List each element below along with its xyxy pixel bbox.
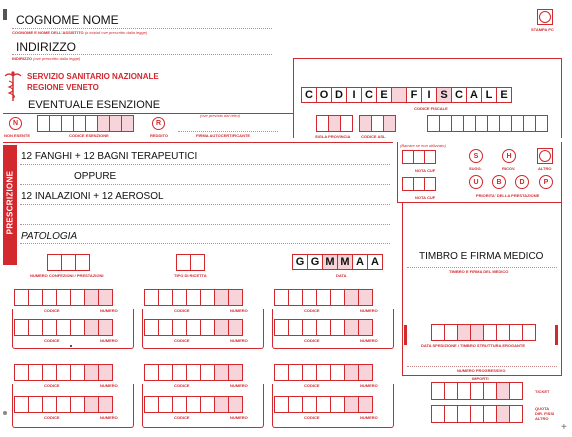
- codice-cell[interactable]: [274, 364, 289, 381]
- exemption-code-label: CODICE ESENZIONE: [69, 133, 109, 138]
- fiscal-frame-left: [293, 58, 294, 138]
- exemption-value: EVENTUALE ESENZIONE: [28, 99, 161, 111]
- progressive-label: NUMERO PROGRESSIVO: [457, 368, 506, 373]
- fiscal-cell[interactable]: E: [376, 87, 392, 103]
- codice-cell[interactable]: [70, 364, 85, 381]
- quota-cells[interactable]: [431, 405, 522, 423]
- province-cells[interactable]: [316, 115, 352, 132]
- dispense-cells[interactable]: [431, 324, 535, 341]
- prescription-line-3: 12 INALAZIONI + 12 AEROSOL: [21, 191, 164, 202]
- codice-cell[interactable]: [302, 289, 317, 306]
- fiscal-code-caption: CODICE FISCALE: [414, 106, 448, 111]
- codice-label: CODICE: [174, 338, 190, 343]
- codice-cell[interactable]: [186, 289, 201, 306]
- codice-cell[interactable]: [274, 289, 289, 306]
- codice-cell[interactable]: [42, 289, 57, 306]
- exemption-code-cells[interactable]: [37, 115, 133, 132]
- numero-label: NUMERO: [230, 308, 248, 313]
- codice-label: CODICE: [44, 308, 60, 313]
- signature-line: [178, 131, 278, 132]
- priority-d-checkbox[interactable]: D: [515, 175, 529, 189]
- patient-name-caption: COGNOME E NOME DELL'ASSISTITO (o iniziali ove prescritto dalla legge): [12, 30, 148, 35]
- caduceus-icon: [3, 70, 23, 102]
- codice-label: CODICE: [174, 415, 190, 420]
- codice-cell[interactable]: [56, 319, 71, 336]
- code-cells[interactable]: [144, 289, 242, 306]
- codice-cell[interactable]: [144, 319, 159, 336]
- exemption-row-line: [3, 113, 293, 114]
- ticket-cells[interactable]: [431, 382, 522, 400]
- ssn-title: SERVIZIO SANITARIO NAZIONALE: [27, 72, 159, 81]
- code-cells[interactable]: [14, 319, 112, 336]
- reddito-checkbox[interactable]: R: [152, 117, 165, 130]
- codice-cell[interactable]: [28, 319, 43, 336]
- codice-label: CODICE: [174, 383, 190, 388]
- priority-s-checkbox[interactable]: S: [469, 149, 483, 163]
- codice-cell[interactable]: [42, 364, 57, 381]
- prescription-top-line: [3, 142, 393, 143]
- asl-cells[interactable]: [359, 115, 395, 132]
- numero-cell[interactable]: [228, 396, 243, 413]
- date-cell[interactable]: G: [292, 254, 308, 270]
- numero-cell[interactable]: [358, 289, 373, 306]
- crosshair-icon: +: [561, 422, 567, 433]
- small-dot: [70, 345, 72, 347]
- codice-cell[interactable]: [288, 319, 303, 336]
- codice-cell[interactable]: [316, 289, 331, 306]
- numero-label: NUMERO: [230, 415, 248, 420]
- codice-label: CODICE: [304, 383, 320, 388]
- codice-cell[interactable]: [200, 364, 215, 381]
- code-cells[interactable]: [274, 396, 372, 413]
- nota-cuf-cells-1[interactable]: [402, 150, 435, 164]
- code-cells[interactable]: [274, 289, 372, 306]
- fiscal-cell[interactable]: E: [496, 87, 512, 103]
- priority-p-checkbox[interactable]: P: [539, 175, 553, 189]
- prescription-dotted-1: [20, 164, 390, 165]
- priority-s-label: SUGG.: [469, 166, 482, 171]
- date-cells[interactable]: [292, 254, 382, 270]
- codice-cell[interactable]: [186, 364, 201, 381]
- patient-name-value: COGNOME NOME: [16, 13, 119, 27]
- codice-cell[interactable]: [330, 289, 345, 306]
- right-panel-left-line: [397, 142, 398, 202]
- priority-u-checkbox[interactable]: U: [469, 175, 483, 189]
- codice-cell[interactable]: [172, 289, 187, 306]
- stamp-pc-circle[interactable]: [539, 11, 551, 23]
- amounts-label: IMPORTI: [472, 376, 489, 381]
- codice-cell[interactable]: [288, 289, 303, 306]
- fiscal-cell[interactable]: F: [406, 87, 422, 103]
- extra-code-cells[interactable]: [427, 115, 547, 132]
- date-cell[interactable]: A: [352, 254, 368, 270]
- codice-cell[interactable]: [144, 396, 159, 413]
- codice-cell[interactable]: [56, 364, 71, 381]
- fiscal-code-cells[interactable]: [301, 87, 511, 103]
- numero-cell[interactable]: [214, 396, 229, 413]
- prescription-line-1: 12 FANGHI + 12 BAGNI TERAPEUTICI: [21, 151, 198, 162]
- numero-cell[interactable]: [98, 319, 113, 336]
- numero-cell[interactable]: [228, 364, 243, 381]
- note-header: (Barrare se non utilizzato): [400, 143, 446, 148]
- codice-cell[interactable]: [158, 319, 173, 336]
- fiscal-cell[interactable]: C: [301, 87, 317, 103]
- codice-cell[interactable]: [302, 396, 317, 413]
- numero-cell[interactable]: [84, 364, 99, 381]
- priority-label: PRIORITA' DELLA PRESTAZIONE: [476, 193, 540, 198]
- fiscal-cell[interactable]: A: [466, 87, 482, 103]
- numero-cell[interactable]: [84, 319, 99, 336]
- address-value: INDIRIZZO: [16, 40, 76, 54]
- numero-cell[interactable]: [344, 319, 359, 336]
- priority-b-checkbox[interactable]: B: [492, 175, 506, 189]
- non-esente-label: NON ESENTE: [4, 133, 31, 138]
- numero-cell[interactable]: [214, 364, 229, 381]
- date-cell[interactable]: M: [337, 254, 353, 270]
- codice-cell[interactable]: [200, 289, 215, 306]
- numero-label: NUMERO: [100, 338, 118, 343]
- dispense-label: DATA SPEDIZIONE / TIMBRO STRUTTURA EROGANTE: [421, 343, 525, 348]
- codice-cell[interactable]: [14, 364, 29, 381]
- doctor-frame-right: [561, 202, 562, 375]
- codice-label: CODICE: [304, 415, 320, 420]
- numero-label: NUMERO: [100, 308, 118, 313]
- codice-cell[interactable]: [330, 319, 345, 336]
- numero-label: NUMERO: [230, 383, 248, 388]
- codice-cell[interactable]: [186, 319, 201, 336]
- address-line: [12, 54, 272, 55]
- numero-cell[interactable]: [84, 396, 99, 413]
- code-cells[interactable]: [144, 319, 242, 336]
- numero-cell[interactable]: [214, 289, 229, 306]
- fiscal-cell[interactable]: S: [436, 87, 452, 103]
- prescription-line-2: OPPURE: [74, 171, 117, 182]
- code-cells[interactable]: [144, 396, 242, 413]
- dot-marker: [3, 411, 7, 415]
- pathology-label: PATOLOGIA: [21, 231, 78, 242]
- codice-cell[interactable]: [288, 364, 303, 381]
- dispense-bracket-right: [555, 325, 558, 345]
- codice-label: CODICE: [174, 308, 190, 313]
- codice-label: CODICE: [304, 338, 320, 343]
- codice-cell[interactable]: [14, 319, 29, 336]
- codice-cell[interactable]: [200, 319, 215, 336]
- codice-cell[interactable]: [274, 396, 289, 413]
- nota-cuf-cells-2[interactable]: [402, 177, 435, 191]
- codice-cell[interactable]: [172, 319, 187, 336]
- numero-label: NUMERO: [230, 338, 248, 343]
- codice-cell[interactable]: [56, 396, 71, 413]
- altro-checkbox[interactable]: [539, 150, 551, 162]
- codice-cell[interactable]: [316, 396, 331, 413]
- progressive-line: [407, 366, 557, 367]
- doctor-stamp-value: TIMBRO E FIRMA MEDICO: [419, 251, 544, 262]
- fiscal-cell[interactable]: O: [316, 87, 332, 103]
- fiscal-cell[interactable]: I: [346, 87, 362, 103]
- region-title: REGIONE VENETO: [27, 83, 99, 92]
- codice-cell[interactable]: [288, 396, 303, 413]
- codice-cell[interactable]: [158, 289, 173, 306]
- right-panel-right-line: [561, 142, 562, 202]
- patient-name-line: [12, 28, 272, 29]
- codice-cell[interactable]: [316, 319, 331, 336]
- codice-cell[interactable]: [158, 396, 173, 413]
- code-cells[interactable]: [144, 364, 242, 381]
- non-esente-checkbox[interactable]: N: [9, 117, 22, 130]
- reddito-label: REDDITO: [150, 133, 168, 138]
- asl-label: CODICE ASL: [361, 134, 386, 139]
- nota-cuf-label-2: NOTA CUF: [415, 195, 436, 200]
- numero-label: NUMERO: [360, 415, 378, 420]
- numero-cell[interactable]: [358, 396, 373, 413]
- num-conf-cells[interactable]: [47, 254, 89, 271]
- numero-cell[interactable]: [228, 319, 243, 336]
- address-caption: INDIRIZZO (ove prescritto dalla legge): [12, 56, 81, 61]
- quota-label: QUOTA DIR. FISSI ALTRO: [535, 406, 555, 421]
- numero-cell[interactable]: [344, 289, 359, 306]
- codice-cell[interactable]: [56, 289, 71, 306]
- numero-cell[interactable]: [344, 364, 359, 381]
- codice-cell[interactable]: [172, 396, 187, 413]
- code-cells[interactable]: [14, 289, 112, 306]
- exemption-note: (ove previsto dal retro): [200, 113, 241, 118]
- fiscal-frame-right: [561, 58, 562, 138]
- numero-cell[interactable]: [358, 319, 373, 336]
- numero-label: NUMERO: [100, 383, 118, 388]
- numero-label: NUMERO: [360, 383, 378, 388]
- codice-cell[interactable]: [302, 364, 317, 381]
- numero-label: NUMERO: [100, 415, 118, 420]
- numero-label: NUMERO: [360, 338, 378, 343]
- codice-cell[interactable]: [172, 364, 187, 381]
- nota-cuf-label-1: NOTA CUF: [415, 168, 436, 173]
- codice-cell[interactable]: [316, 364, 331, 381]
- stamp-pc-label: STAMPA PC: [531, 27, 554, 32]
- codice-cell[interactable]: [158, 364, 173, 381]
- fiscal-cell[interactable]: D: [331, 87, 347, 103]
- top-left-marker: [3, 9, 7, 20]
- codice-cell[interactable]: [14, 396, 29, 413]
- numero-cell[interactable]: [358, 364, 373, 381]
- code-cells[interactable]: [274, 319, 372, 336]
- codice-cell[interactable]: [186, 396, 201, 413]
- priority-h-checkbox[interactable]: H: [502, 149, 516, 163]
- numero-cell[interactable]: [98, 364, 113, 381]
- doctor-stamp-label: TIMBRO E FIRMA DEL MEDICO: [449, 269, 509, 274]
- code-cells[interactable]: [274, 364, 372, 381]
- codice-label: CODICE: [44, 383, 60, 388]
- fiscal-cell[interactable]: C: [361, 87, 377, 103]
- prescription-dotted-5: [20, 243, 390, 244]
- numero-cell[interactable]: [98, 289, 113, 306]
- prescription-dotted-4: [20, 224, 390, 225]
- codice-cell[interactable]: [330, 396, 345, 413]
- prescription-dotted-2: [20, 184, 390, 185]
- codice-label: CODICE: [44, 415, 60, 420]
- fiscal-frame-top: [293, 58, 562, 59]
- altro-label: ALTRO: [538, 166, 552, 171]
- fiscal-cell[interactable]: I: [421, 87, 437, 103]
- codice-cell[interactable]: [144, 289, 159, 306]
- numero-cell[interactable]: [228, 289, 243, 306]
- num-conf-label: NUMERO CONFEZIONI / PRESTAZIONI: [30, 273, 104, 278]
- priority-h-label: RICOV.: [502, 166, 516, 171]
- numero-cell[interactable]: [84, 289, 99, 306]
- codice-cell[interactable]: [70, 289, 85, 306]
- fiscal-cell[interactable]: C: [451, 87, 467, 103]
- fiscal-cell[interactable]: L: [481, 87, 497, 103]
- tipo-ricetta-cells[interactable]: [176, 254, 204, 271]
- numero-cell[interactable]: [98, 396, 113, 413]
- signature-label: FIRMA AUTOCERTIFICANTE: [196, 133, 251, 138]
- codice-cell[interactable]: [274, 319, 289, 336]
- codice-label: CODICE: [304, 308, 320, 313]
- numero-label: NUMERO: [360, 308, 378, 313]
- prescription-side-label: PRESCRIZIONE: [5, 170, 15, 235]
- codice-cell[interactable]: [28, 289, 43, 306]
- codice-label: CODICE: [44, 338, 60, 343]
- doctor-frame-left: [402, 202, 403, 375]
- codice-cell[interactable]: [70, 319, 85, 336]
- codice-cell[interactable]: [330, 364, 345, 381]
- province-label: SIGLA PROVINCIA: [315, 134, 351, 139]
- codice-cell[interactable]: [14, 289, 29, 306]
- code-cells[interactable]: [14, 364, 112, 381]
- date-label: DATA: [336, 273, 347, 278]
- tipo-ricetta-label: TIPO DI RICETTA: [174, 273, 207, 278]
- codice-cell[interactable]: [42, 396, 57, 413]
- doctor-stamp-line: [407, 267, 557, 268]
- date-cell[interactable]: G: [307, 254, 323, 270]
- codice-cell[interactable]: [302, 319, 317, 336]
- code-cells[interactable]: [14, 396, 112, 413]
- right-panel-bottom-line: [397, 202, 562, 203]
- codice-cell[interactable]: [144, 364, 159, 381]
- codice-cell[interactable]: [42, 319, 57, 336]
- codice-cell[interactable]: [28, 364, 43, 381]
- fiscal-cell[interactable]: [391, 87, 407, 103]
- date-cell[interactable]: A: [367, 254, 383, 270]
- ticket-label: TICKET: [535, 389, 550, 394]
- numero-cell[interactable]: [214, 319, 229, 336]
- dispense-bracket-left: [404, 325, 407, 345]
- prescription-dotted-3: [20, 204, 390, 205]
- numero-cell[interactable]: [344, 396, 359, 413]
- codice-cell[interactable]: [70, 396, 85, 413]
- codice-cell[interactable]: [200, 396, 215, 413]
- codice-cell[interactable]: [28, 396, 43, 413]
- date-cell[interactable]: M: [322, 254, 338, 270]
